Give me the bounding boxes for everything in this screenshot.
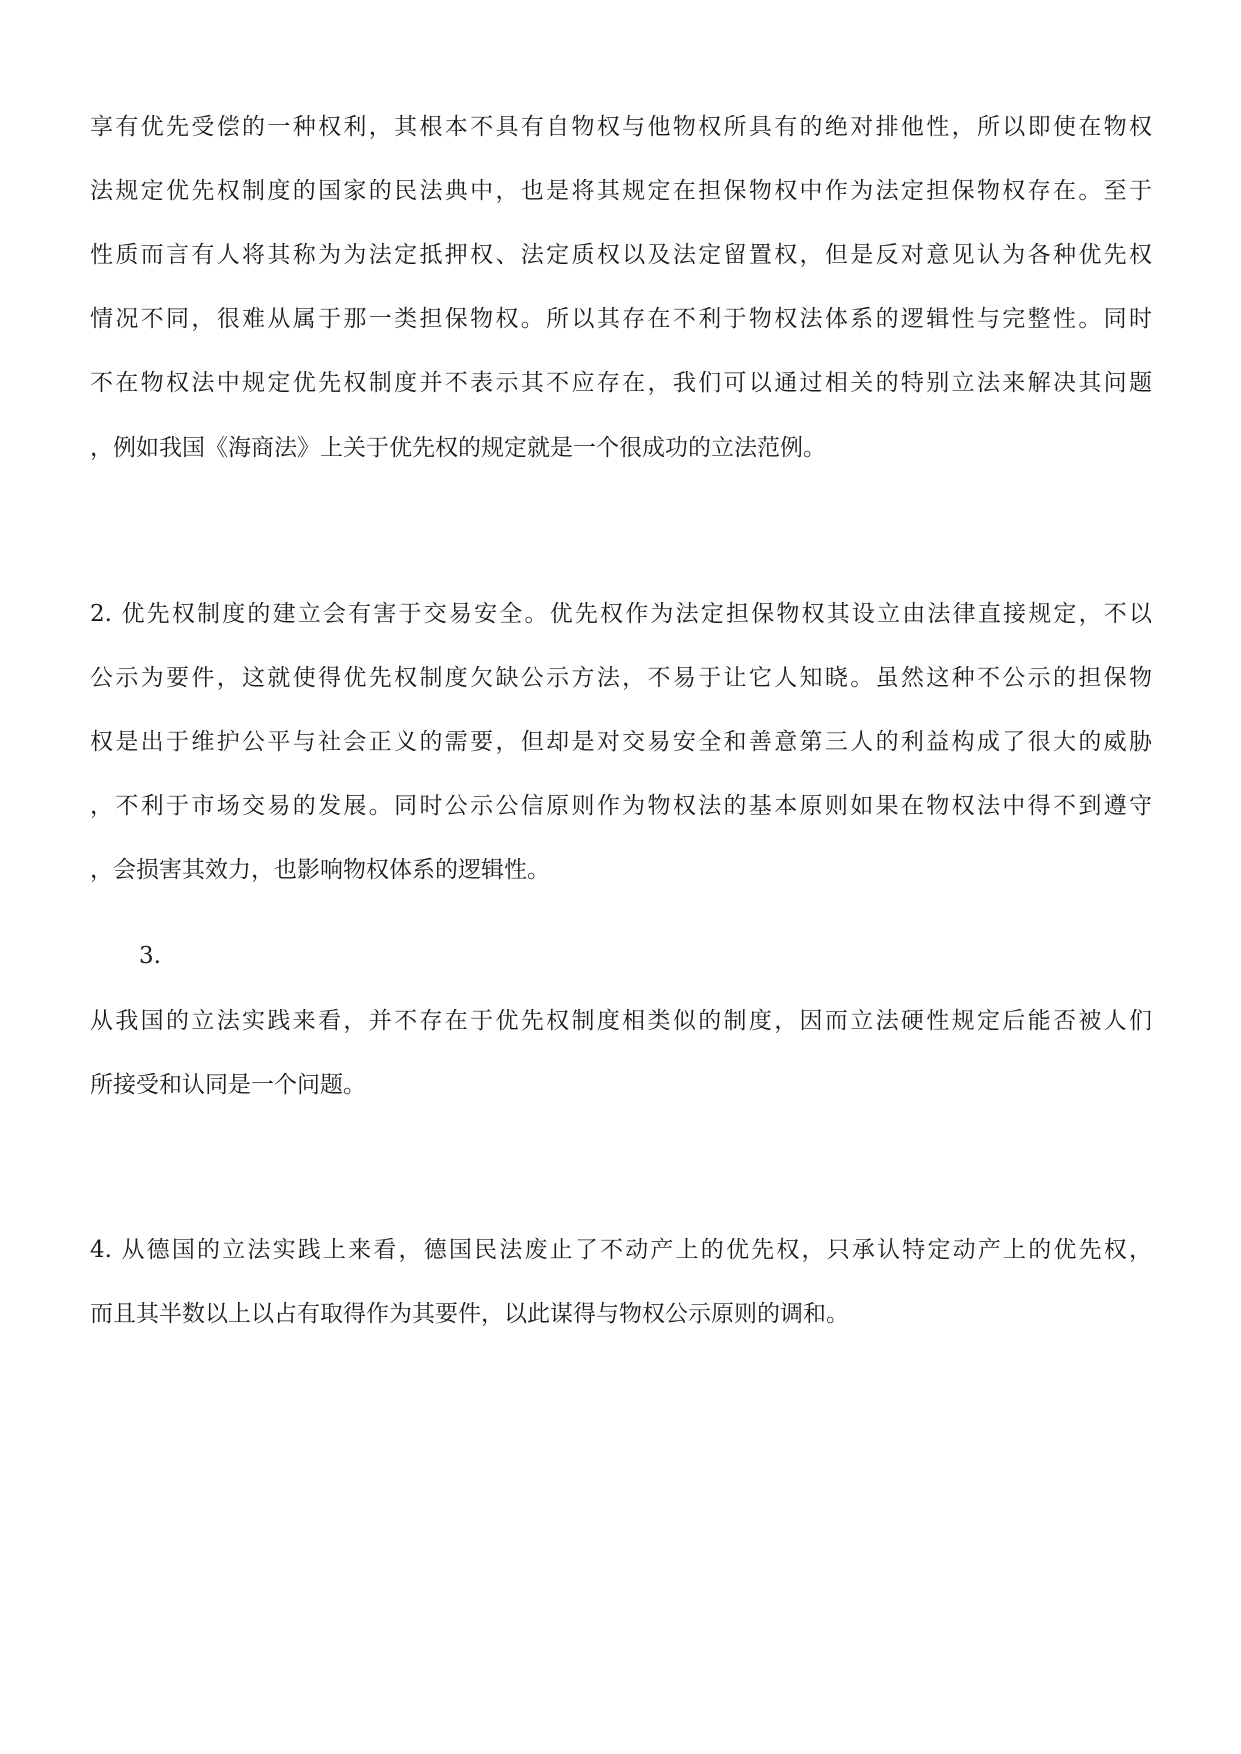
paragraph-line: 享有优先受偿的一种权利，其根本不具有自物权与他物权所具有的绝对排他性，所以即使在物权 xyxy=(90,114,1152,140)
paragraph-line: 公示为要件，这就使得优先权制度欠缺公示方法，不易于让它人知晓。虽然这种不公示的担保物 xyxy=(90,665,1152,691)
paragraph-line: 权是出于维护公平与社会正义的需要，但却是对交易安全和善意第三人的利益构成了很大的威胁 xyxy=(90,729,1152,755)
paragraph-line: 从我国的立法实践来看，并不存在于优先权制度相类似的制度，因而立法硬性规定后能否被人们 xyxy=(90,1008,1152,1034)
paragraph-line: 2. 优先权制度的建立会有害于交易安全。优先权作为法定担保物权其设立由法律直接规定，不以 xyxy=(90,601,1152,627)
paragraph-line: 不在物权法中规定优先权制度并不表示其不应存在，我们可以通过相关的特别立法来解决其问题 xyxy=(90,370,1152,396)
paragraph-line: 4. 从德国的立法实践上来看，德国民法废止了不动产上的优先权，只承认特定动产上的优先权， xyxy=(90,1237,1152,1263)
paragraph-line: ，不利于市场交易的发展。同时公示公信原则作为物权法的基本原则如果在物权法中得不到遵守 xyxy=(90,793,1152,819)
paragraph-line: 而且其半数以上以占有取得作为其要件，以此谋得与物权公示原则的调和。 xyxy=(90,1301,849,1327)
paragraph-line: 情况不同，很难从属于那一类担保物权。所以其存在不利于物权法体系的逻辑性与完整性。同时 xyxy=(90,306,1152,332)
paragraph-line: 性质而言有人将其称为为法定抵押权、法定质权以及法定留置权，但是反对意见认为各种优先权 xyxy=(90,242,1152,268)
paragraph-number: 3. xyxy=(139,943,161,969)
paragraph-line: 法规定优先权制度的国家的民法典中，也是将其规定在担保物权中作为法定担保物权存在。至于 xyxy=(90,178,1152,204)
paragraph-line: ，会损害其效力，也影响物权体系的逻辑性。 xyxy=(90,857,550,883)
paragraph-line: ，例如我国《海商法》上关于优先权的规定就是一个很成功的立法范例。 xyxy=(90,435,826,461)
paragraph-line: 所接受和认同是一个问题。 xyxy=(90,1072,366,1098)
